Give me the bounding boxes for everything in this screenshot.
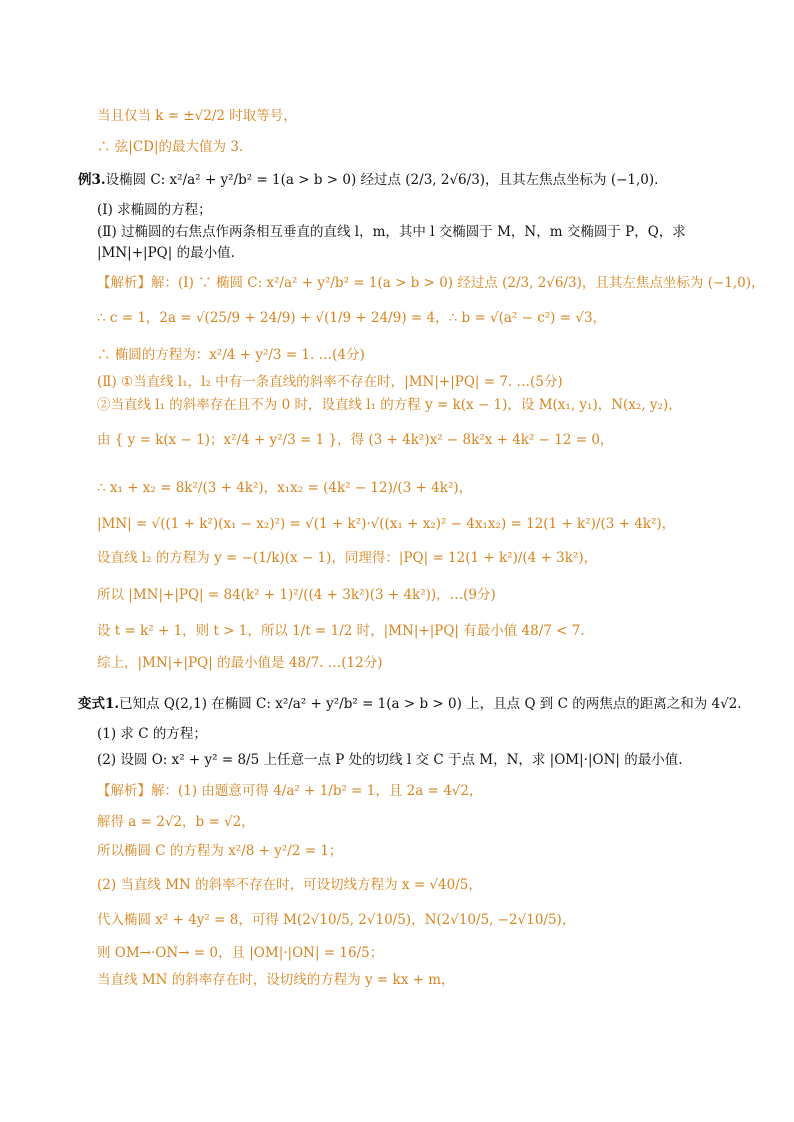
example3-title: 例3. xyxy=(78,172,106,188)
example3-solution-line: 综上，|MN|+|PQ| 的最小值是 48/7. …(12分) xyxy=(97,655,383,671)
example3-solution-line: ∴ x₁ + x₂ = 8k²/(3 + 4k²)，x₁x₂ = (4k² − 12)/(3 + 4k²)， xyxy=(97,480,473,496)
example3-header xyxy=(78,170,658,190)
variant1-part2: (2) 设圆 O: x² + y² = 8/5 上任意一点 P 处的切线 l 交 C 于点 M，N，求 |OM|·|ON| 的最小值. xyxy=(97,752,683,768)
example3-solution-text: 解：(Ⅰ) ∵ 椭圆 C: x²/a² + y²/b² = 1(a > b > 0) 经过点 (2/3, 2√6/3)，且其左焦点坐标为 (−1,0)， xyxy=(151,275,765,291)
variant1-header xyxy=(78,694,742,714)
example3-solution-line: (Ⅱ) ①当直线 l₁，l₂ 中有一条直线的斜率不存在时，|MN|+|PQ| = 7. …(5分) xyxy=(97,374,563,390)
variant1-solution-line: 则 OM→·ON→ = 0，且 |OM|·|ON| = 16/5； xyxy=(97,945,384,961)
variant1-solution-text: 解：(1) 由题意可得 4/a² + 1/b² = 1，且 2a = 4√2， xyxy=(151,783,483,799)
variant1-statement: 已知点 Q(2,1) 在椭圆 C: x²/a² + y²/b² = 1(a > b > 0) 上，且点 Q 到 C 的两焦点的距离之和为 4√2. xyxy=(119,696,742,712)
example3-part2-line1: (Ⅱ) 过椭圆的右焦点作两条相互垂直的直线 l，m，其中 l 交椭圆于 M，N，m 交椭圆于 P，Q，求 xyxy=(97,224,686,240)
example3-solution-line: ②当直线 l₁ 的斜率存在且不为 0 时，设直线 l₁ 的方程 y = k(x − 1)，设 M(x₁, y₁)，N(x₂, y₂)， xyxy=(97,397,682,413)
variant1-solution-line: 所以椭圆 C 的方程为 x²/8 + y²/2 = 1； xyxy=(97,843,343,859)
variant1-solution-tag: 【解析】 xyxy=(97,783,151,799)
variant1-part1: (1) 求 C 的方程； xyxy=(97,726,207,742)
example3-solution-line: ∴ 椭圆的方程为：x²/4 + y²/3 = 1. …(4分) xyxy=(97,347,365,363)
example3-solution-line: 设 t = k² + 1，则 t > 1，所以 1/t = 1/2 时，|MN|+|PQ| 有最小值 48/7 < 7. xyxy=(97,623,585,639)
example3-solution-line xyxy=(97,273,765,293)
prev-max-line: ∴ 弦|CD|的最大值为 3. xyxy=(97,139,244,155)
example3-solution-tag: 【解析】 xyxy=(97,275,151,291)
example3-solution-line: 由 { y = k(x − 1)；x²/4 + y²/3 = 1 }，得 (3 + 4k²)x² − 8k²x + 4k² − 12 = 0， xyxy=(97,432,614,448)
variant1-title: 变式1. xyxy=(78,696,120,712)
example3-statement: 设椭圆 C: x²/a² + y²/b² = 1(a > b > 0) 经过点 (2/3, 2√6/3)，且其左焦点坐标为 (−1,0). xyxy=(105,172,659,188)
example3-part1: (Ⅰ) 求椭圆的方程； xyxy=(97,202,212,218)
variant1-solution-line xyxy=(97,781,482,801)
example3-solution-line: 设直线 l₂ 的方程为 y = −(1/k)(x − 1)，同理得：|PQ| = 12(1 + k²)/(4 + 3k²)， xyxy=(97,550,598,566)
example3-solution-line: ∴ c = 1，2a = √(25/9 + 24/9) + √(1/9 + 24/9) = 4，∴ b = √(a² − c²) = √3， xyxy=(97,310,607,326)
prev-equality-line: 当且仅当 k = ±√2/2 时取等号， xyxy=(97,108,297,124)
variant1-solution-line: 解得 a = 2√2，b = √2， xyxy=(97,814,255,830)
example3-part2-line2: |MN|+|PQ| 的最小值. xyxy=(97,245,235,261)
variant1-solution-line: 当直线 MN 的斜率存在时，设切线的方程为 y = kx + m， xyxy=(97,972,455,988)
variant1-solution-line: 代入椭圆 x² + 4y² = 8，可得 M(2√10/5, 2√10/5)，N(2√10/5, −2√10/5)， xyxy=(97,912,576,928)
example3-solution-line: 所以 |MN|+|PQ| = 84(k² + 1)²/((4 + 3k²)(3 + 4k²))，…(9分) xyxy=(97,587,496,603)
example3-solution-line: |MN| = √((1 + k²)(x₁ − x₂)²) = √(1 + k²)·√((x₁ + x₂)² − 4x₁x₂) = 12(1 + k²)/(3 + 4k²)， xyxy=(97,516,676,532)
variant1-solution-line: (2) 当直线 MN 的斜率不存在时，可设切线方程为 x = √40/5， xyxy=(97,877,482,893)
